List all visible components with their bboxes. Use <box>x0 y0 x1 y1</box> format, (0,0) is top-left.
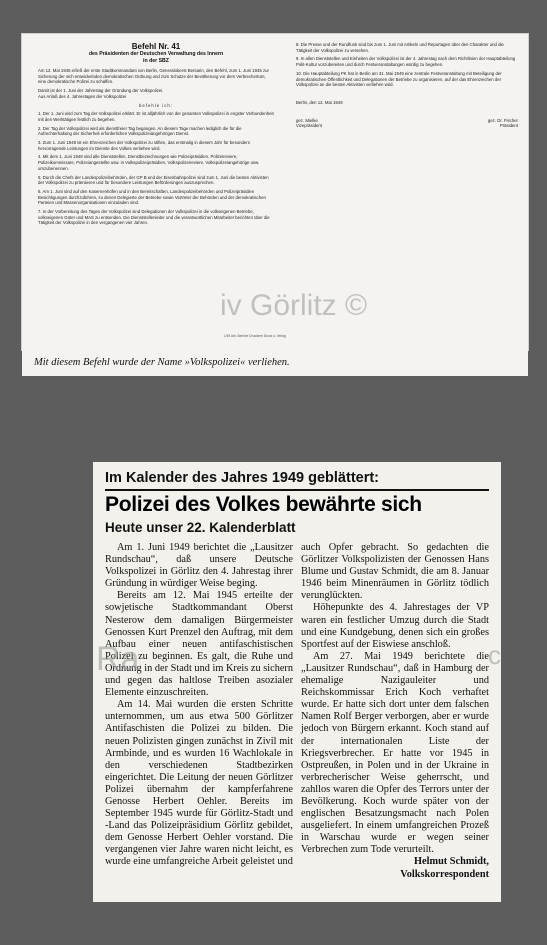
signature-right-name: gez. Dr. Fischer <box>487 117 518 123</box>
befehl-subtitle-2: in der SBZ <box>143 57 169 64</box>
article-author: Helmut Schmidt, <box>414 856 489 868</box>
watermark-upper: iv Görlitz © <box>220 289 368 322</box>
befehl-item-3: 3. Zum 1. Juni 1949 ist ein Ehrenzeichen der Volkspolizei zu stiften, das erstmalig in diesem Jahr für besonders hervorragende Leistungen im Dienste des Volkes verliehen wird. <box>38 140 250 151</box>
befehl-caption-strip <box>22 350 528 376</box>
article-paragraph: Höhepunkte des 4. Jahrestages der VP waren ein festlicher Umzug durch die Stadt und eine Kundgebung, denen sich ein großes Sportfest auf der Eiswiese anschloß. <box>301 602 489 650</box>
befehl-signatures <box>296 118 518 129</box>
befehl-date-line: Damit ist der 1. Juni der Jahrestag der Gründung der Volkspolizei. <box>38 88 164 94</box>
befehl-left-column <box>38 42 274 229</box>
befehl-item-9: 9. In allen Dienststellen und Einheiten der Volkspolizei ist der 4. Jahrestag nach dem Richtlinien der Hauptabteilung Polit-Kultur vorzubereiten und durch Festveranstaltungen würdig zu begehen. <box>296 56 516 68</box>
befehl-item-7: 7. In der Vorbereitung des Tages der Volkspolizei sind Delegationen der Volkspolizei in die volkseigenen Betriebe, volkseigenen Güter und MAS zu entsenden. Die Dienststellenleiter und die verantwortlichen Mitarbeiter berichten über die Tätigkeit der Volkspolizei in den vergangenen vier Jahren. <box>38 209 270 226</box>
article-paragraph: Am 14. Mai wurden die ersten Schritte unternommen, um aus etwa 500 Görlitzer Antifaschisten die Polizei zu bilden. Die neuen Polizisten gingen zunächst in Zivil mit Armbinde, und es wurden 16 Wachlokale in den verschiedenen Stadtbezirken eingerichtet. Die Leitung der neuen Görlitzer Polizei übernahm der kampferfahrene Genosse Herbert Oehler. Bereits im September 1945 wurde für Görlitz-Stadt und -Land das Polizeipräsidium Görlitz gebildet, dem Genosse Herbert Oehler vorstand. Die vergangenen vier Jahre waren nicht leicht, es wurde eine umfangreiche Arbeit geleistet und <box>105 699 293 868</box>
article-paragraph: Bereits am 12. Mai 1945 erteilte der sowjetische Stadtkommandant Oberst Nesterow dem damaligen Bürgermeister Genossen Kurt Prenzel den Auftrag, mit dem Aufbau einer neuen antifaschistischen Polizei zu beginnen. Es galt, die Ruhe und Ordnung in der Stadt und im Kreis zu sichern und gegen das haltlose Treiben asozialer Elemente einzuschreiten. <box>105 590 293 699</box>
article-subhead: Heute unser 22. Kalenderblatt <box>105 520 296 535</box>
signature-left-role: Vizepräsident <box>296 123 322 129</box>
signature-left <box>296 118 322 129</box>
befehl-caption: Mit diesem Befehl wurde der Name »Volkspolizei« verliehen. <box>34 357 290 368</box>
befehl-item-8: 8. Die Presse und der Rundfunk sind bis zum 1. Juni mit Artikeln und Reportagen über den Charakter und die Tätigkeit der Volkspolizei zu versehen. <box>296 42 504 53</box>
article-paragraph: Am 1. Juni 1949 berichtet die „Lausitzer Rundschau“, daß unsere Deutsche Volkspolizei in Görlitz den 4. Jahrestag ihrer Gründung in würdiger Weise beging. <box>105 542 293 590</box>
article-column-1 <box>105 542 293 869</box>
befehl-item-4: 4. Mit dem 1. Juni 1949 sind alle Dienststellen, Dienstbezeichnungen wie Polizeipräsidien, Polizeireviere, Polizeikommissare, Polizeiangestellte usw. in Volkspolizeipräsidien, Volkspolizeireviere, Volkspolizeiangehörige usw. umzubenennen. <box>38 154 260 171</box>
signature-right-role: Präsident <box>499 123 518 129</box>
signature-right <box>488 118 518 129</box>
article-kicker-rule <box>105 489 489 491</box>
article-kicker: Im Kalender des Jahres 1949 geblättert: <box>105 470 380 486</box>
befehl-print-footer: 1/49 Abt. Berliner Druckerei Druck u. Verlag <box>224 334 286 338</box>
article-paragraph: auch Opfer gebracht. So gedachten die Görlitzer Volkspolizisten der Genossen Hans Blume und Gustav Schmidt, die am 8. Januar 1946 beim Minenräumen in Görlitz tödlich verunglückten. <box>301 542 489 602</box>
befehl-place-date: Berlin, den 12. Mai 1949 <box>296 99 343 105</box>
signature-left-name: gez. Mielke <box>296 117 318 123</box>
watermark-lower-right: c <box>488 640 501 670</box>
article-headline: Polizei des Volkes bewährte sich <box>105 493 422 516</box>
befehl-command-header: befehle ich: <box>139 102 173 108</box>
article-paragraph: Am 27. Mai 1949 berichtete die „Lausitzer Rundschau“, daß in Hamburg der ehemalige Nazigauleiter und Reichskommissar Erich Koch verhaftet wurde. Er hatte sich dort unter dem falschen Namen Rolf Berger verborgen, aber er wurde jedoch von Bürgern erkannt. Koch stand auf der internationalen Liste der Kriegsverbrecher. Er hatte vor 1945 in Ostpreußen, in Polen und in der Ukraine in verbrecherischer Weise geherrscht, und zahllos waren die Opfer des Terrors unter der Bevölkerung. Koch wurde später von der englischen Besatzungsmacht nach Polen ausgeliefert. In einem umfangreichen Prozeß in Warschau wurde er wegen seiner Verbrechen zum Tode verurteilt. <box>301 650 489 856</box>
befehl-occasion: Aus Anlaß des 4. Jahrestages der Volkspolizei <box>38 93 127 99</box>
watermark-lower: Ra <box>96 640 140 678</box>
article-author-role: Volkskorrespondent <box>400 868 489 880</box>
article-column-2 <box>301 542 489 881</box>
befehl-intro: Am 12. Mai 1945 erließ der erste Stadtkommandant von Berlin, Generaloberst Bersarin, den Befehl, zum 1. Juni 1945 zur Sicherung der sich entwickelnden demokratischen Ordnung und zum Schutze der Bevölkerung vor dem Verbrechertum, eine demokratische Polizei zu schaffen. <box>38 68 269 85</box>
befehl-right-column <box>296 42 518 129</box>
befehl-item-6: 6. Am 1. Juni sind auf den Kasernenhöfen und in den Bereitschaften, Landespolizeibehörden und Polizeipräsidien Besichtigungen durchzuführen, zu denen Delegierte der Betriebe sowie Vertreter der Behörden und der demokratischen Parteien und Massenorganisationen einzuladen sind. <box>38 188 266 206</box>
article-clipping <box>93 462 501 902</box>
befehl-item-2: 2. Der Tag der Volkspolizei wird als dienstfreier Tag begangen. An diesem Tage machen lediglich die für die Aufrechterhaltung der Sicherheit erforderlichen Volkspolizeiangehörigen Dienst. <box>38 125 242 137</box>
befehl-subtitle-1: des Präsidenten der Deutschen Verwaltung des Innern <box>88 51 224 57</box>
befehl-item-10: 10. Die Hauptabteilung PK hat in Berlin am 31. Mai 1949 eine zentrale Festveranstaltung mit Beteiligung der demokratischen Öffentlichkeit und Delegationen der Betriebe zu organisieren, auf der das Ehrenzeichen der Volkspolizei an die besten Aktivisten verliehen wird. <box>296 70 502 88</box>
befehl-clipping <box>22 34 528 350</box>
befehl-item-1: 1. Der 1. Juni wird zum Tag der Volkspolizei erklärt. Er ist alljährlich von der gesamten Volkspolizei in engster Verbundenheit mit den Werktätigen festlich zu begehen. <box>38 111 274 122</box>
befehl-item-5: 5. Durch die Chefs der Landespolizeibehörden, der GP B und der Eisenbahnpolizei sind zum 1. Juni die besten Aktivisten der Volkspolizei zu prämiieren und für besondere Leistungen Beförderungen auszusprechen. <box>38 174 269 186</box>
befehl-title: Befehl Nr. 41 <box>131 42 181 51</box>
